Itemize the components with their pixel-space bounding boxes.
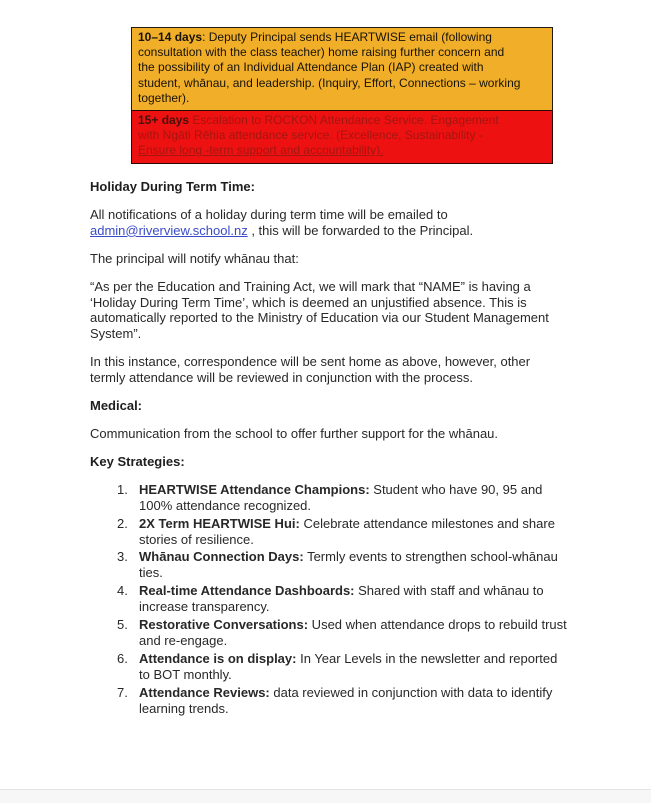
paragraph [90,426,572,442]
text-line [90,354,572,370]
text-run: The principal will notify whānau that: [90,250,299,266]
text-run: together). [138,90,190,105]
paragraph [90,279,572,343]
text-line [139,701,552,717]
text-run: 100% attendance recognized. [139,497,312,513]
text-run: All notifications of a holiday during term time will be emailed to [90,206,448,222]
list-item [117,583,572,615]
paragraph [90,354,572,386]
text-line [90,370,572,386]
text-line [139,482,542,498]
text-run: stories of resilience. [139,531,254,547]
text-run: ‘Holiday During Term Time’, which is deemed an unjustified absence. This is [90,294,527,310]
alert-critical-15-plus-days [131,110,553,164]
bold-text-run: Attendance is on display: [139,650,297,666]
text-line [139,549,558,565]
escalation-table [131,27,553,164]
text-line [90,279,572,295]
email-link[interactable]: admin@riverview.school.nz [90,222,248,238]
list-item-text [139,482,542,514]
text-run: data reviewed in conjunction with data to identify [269,684,553,700]
list-number: 3. [117,549,128,565]
text-run: automatically reported to the Ministry of Education via our Student Management [90,310,549,326]
text-line [138,113,547,128]
text-run: “As per the Education and Training Act, we will mark that “NAME” is having a [90,278,531,294]
text-line [138,60,547,75]
paragraph [90,207,572,239]
list-item-text [139,516,555,548]
list-item [117,651,572,683]
text-run: with Ngāti Rēhia attendance service. (Excellence, Sustainability - [138,128,483,143]
list-number: 4. [117,583,128,599]
text-line [139,617,567,633]
numbered-list [90,482,572,717]
text-run: Shared with staff and whānau to [354,583,544,599]
text-run: Ensure long -term support and accountability). [138,143,384,158]
list-item [117,685,572,717]
bold-text-run: Whānau Connection Days: [139,549,304,565]
section-heading: Medical: [90,398,143,414]
list-item-text [139,549,558,581]
text-run: , this will be forwarded to the Principal. [247,222,474,238]
text-line [90,251,572,267]
text-line [138,45,547,60]
bold-text-run: HEARTWISE Attendance Champions: [139,481,370,497]
text-line [139,667,557,683]
list-item-text [139,583,544,615]
text-line [138,76,547,91]
text-run: the possibility of an Individual Attendance Plan (IAP) created with [138,60,484,75]
paragraph [90,251,572,267]
text-run: to BOT monthly. [139,666,232,682]
text-run: learning trends. [139,700,229,716]
text-run: System”. [90,326,142,342]
list-item [117,549,572,581]
list-number: 6. [117,650,128,666]
text-line [138,128,547,143]
text-line [90,207,572,223]
text-run: and re-engage. [139,632,228,648]
text-run: Termly events to strengthen school-whānau [303,549,558,565]
text-run: termly attendance will be reviewed in conjunction with the process. [90,370,473,386]
text-line [90,326,572,342]
text-run: Escalation to ROCKON Attendance Service. Engagement [189,113,499,128]
bold-text-run: 2X Term HEARTWISE Hui: [139,515,300,531]
list-number: 1. [117,481,128,497]
text-run: : Deputy Principal sends HEARTWISE email (following [202,30,492,44]
text-line [138,30,547,45]
document-body [90,179,572,718]
text-line [90,295,572,311]
list-number: 7. [117,684,128,700]
list-number: 5. [117,617,128,633]
bold-text-run: 10–14 days [138,30,203,44]
text-line [139,685,552,701]
bold-text-run: Attendance Reviews: [139,684,270,700]
alert-warning-10-14-days [131,27,553,110]
list-item-text [139,617,567,649]
list-item [117,617,572,649]
text-run: Student who have 90, 95 and [369,481,543,497]
text-run: Communication from the school to offer further support for the whānau. [90,425,499,441]
page-boundary [0,789,651,803]
bold-text-run: Real-time Attendance Dashboards: [139,583,355,599]
text-run: Celebrate attendance milestones and share [299,515,555,531]
text-line [90,426,572,442]
text-line [138,143,547,158]
text-run: consultation with the class teacher) home raising further concern and [138,45,505,60]
text-line [139,651,557,667]
text-run: Used when attendance drops to rebuild trust [308,617,567,633]
section-heading: Key Strategies: [90,453,185,469]
text-run: student, whānau, and leadership. (Inquiry, Effort, Connections – working [138,75,521,90]
text-line [90,310,572,326]
text-line [139,583,544,599]
list-item [117,482,572,514]
text-run: increase transparency. [139,599,270,615]
bold-text-run: Restorative Conversations: [139,617,309,633]
text-run: In Year Levels in the newsletter and reported [296,650,558,666]
text-line [139,532,555,548]
text-line [139,565,558,581]
list-item-text [139,685,552,717]
text-line [139,498,542,514]
list-item [117,516,572,548]
text-run: ties. [139,565,163,581]
list-number: 2. [117,515,128,531]
list-item-text [139,651,557,683]
bold-text-run: 15+ days [138,113,190,128]
text-line [139,633,567,649]
text-line [138,91,547,106]
text-line [90,223,572,239]
section-heading: Holiday During Term Time: [90,179,255,194]
text-line [139,599,544,615]
text-run: In this instance, correspondence will be sent home as above, however, other [90,354,531,370]
text-line [139,516,555,532]
